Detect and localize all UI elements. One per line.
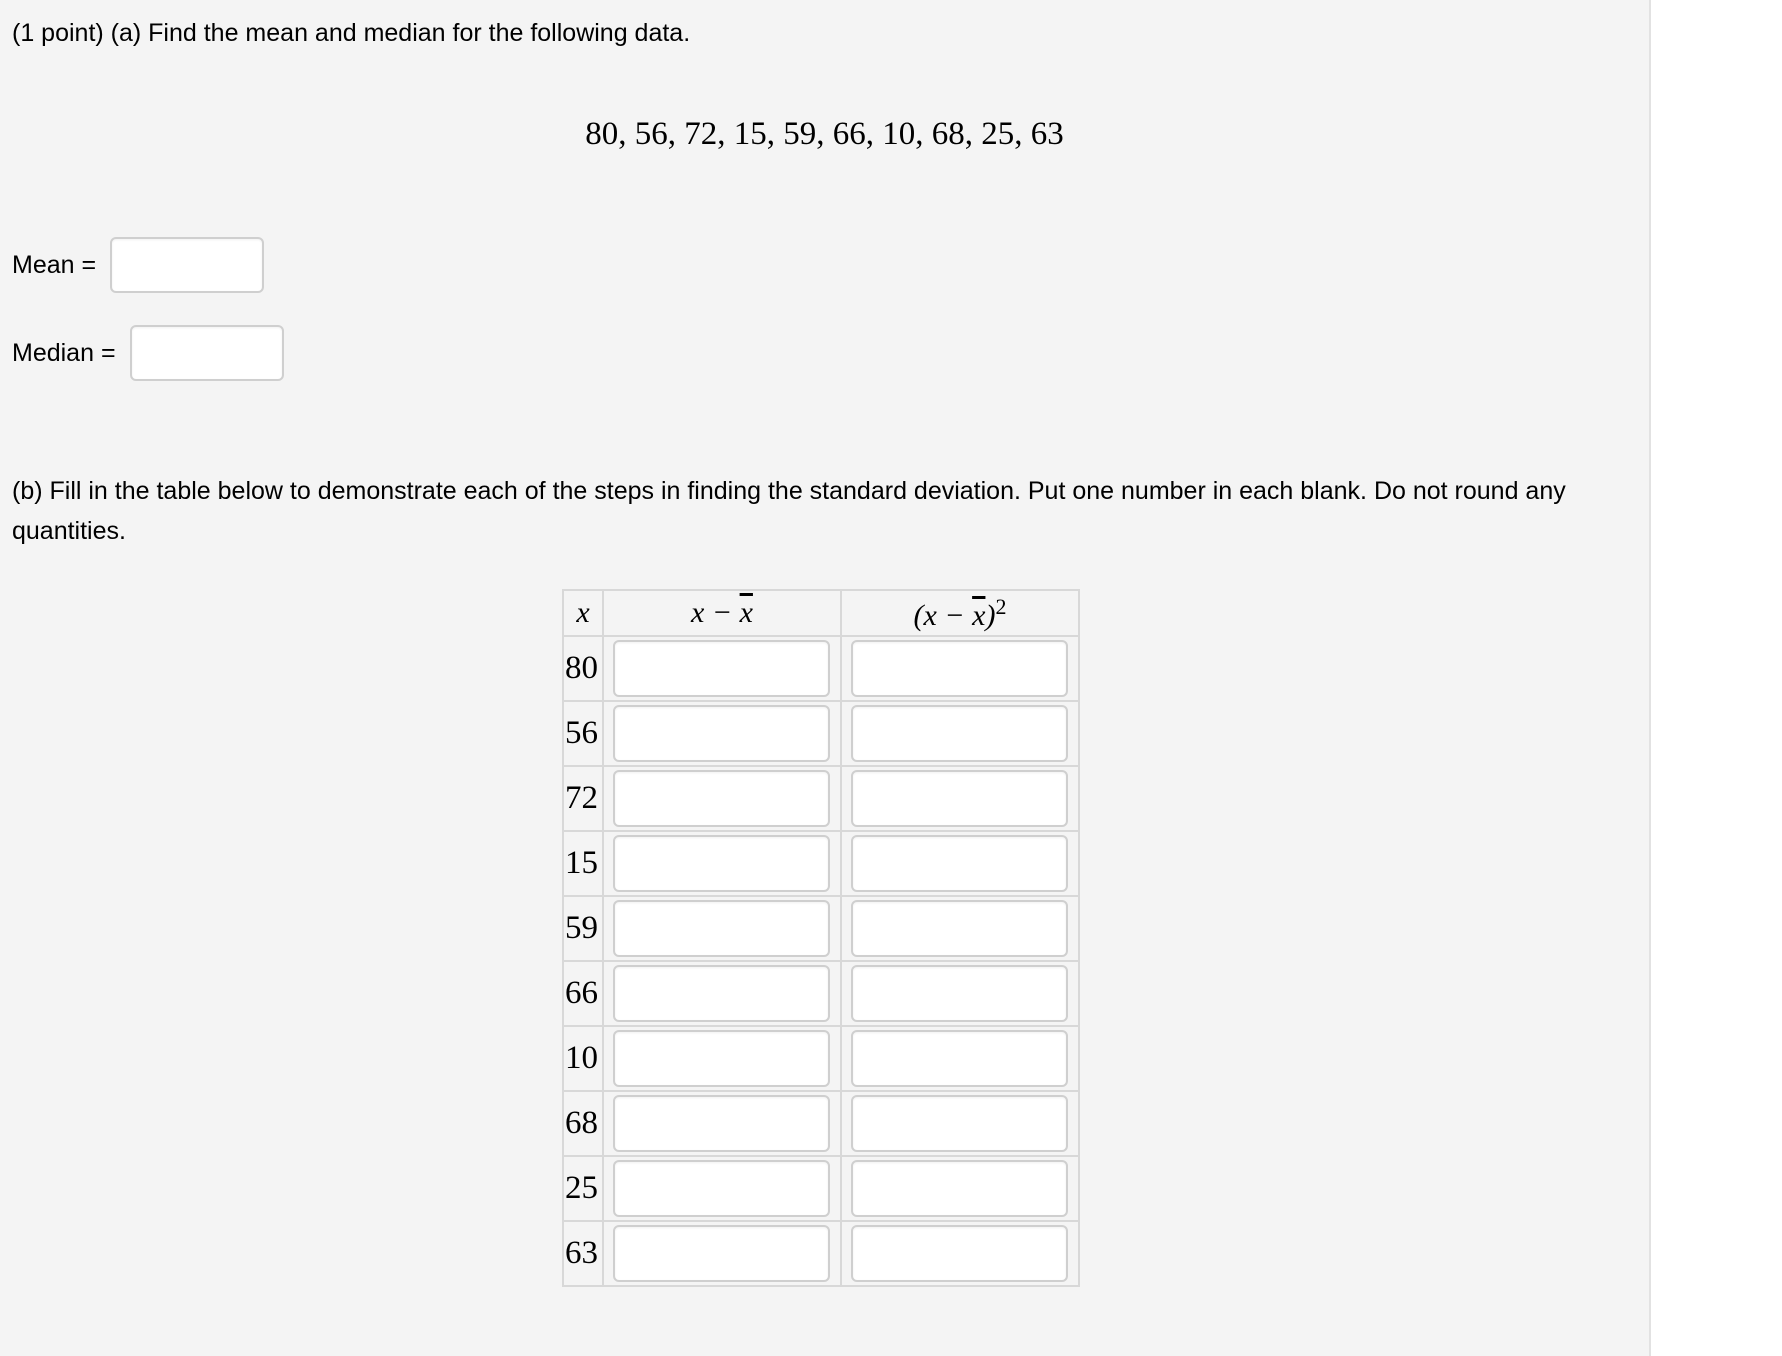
median-row: [12, 325, 284, 381]
x-value: 68: [563, 1091, 603, 1156]
std-dev-table: [562, 589, 1080, 1287]
table-row: [563, 1091, 1079, 1156]
squared-deviation-input[interactable]: [851, 640, 1068, 697]
x-value: 56: [563, 701, 603, 766]
deviation-input[interactable]: [613, 965, 830, 1022]
header-deviation: $x - \overline{x}$: [603, 590, 841, 636]
header-x: x: [563, 590, 603, 636]
mean-row: [12, 237, 264, 293]
table-row: [563, 701, 1079, 766]
table-row: [563, 831, 1079, 896]
table-row: [563, 636, 1079, 701]
x-value: 25: [563, 1156, 603, 1221]
mean-input[interactable]: [110, 237, 264, 293]
table-row: [563, 1026, 1079, 1091]
x-value: 63: [563, 1221, 603, 1286]
x-value: 59: [563, 896, 603, 961]
x-value: 66: [563, 961, 603, 1026]
problem-intro: (1 point) (a) Find the mean and median for the following data.: [12, 19, 691, 47]
dataset-values: 80, 56, 72, 15, 59, 66, 10, 68, 25, 63: [585, 116, 1064, 152]
deviation-input[interactable]: [613, 900, 830, 957]
table-row: [563, 766, 1079, 831]
table-row: [563, 1221, 1079, 1286]
table-row: [563, 1156, 1079, 1221]
squared-deviation-input[interactable]: [851, 705, 1068, 762]
part-b-instructions: (b) Fill in the table below to demonstrate each of the steps in finding the standard deviation. Put one number in each blank. Do not round any quantities.: [12, 477, 1566, 545]
deviation-input[interactable]: [613, 1095, 830, 1152]
deviation-input[interactable]: [613, 770, 830, 827]
squared-deviation-input[interactable]: [851, 965, 1068, 1022]
median-input[interactable]: [130, 325, 284, 381]
table-row: [563, 896, 1079, 961]
deviation-input[interactable]: [613, 835, 830, 892]
deviation-input[interactable]: [613, 640, 830, 697]
deviation-input[interactable]: [613, 1030, 830, 1087]
deviation-input[interactable]: [613, 1160, 830, 1217]
squared-deviation-input[interactable]: [851, 1225, 1068, 1282]
squared-deviation-input[interactable]: [851, 1030, 1068, 1087]
x-value: 72: [563, 766, 603, 831]
deviation-input[interactable]: [613, 1225, 830, 1282]
x-value: 15: [563, 831, 603, 896]
squared-deviation-input[interactable]: [851, 1160, 1068, 1217]
squared-deviation-input[interactable]: [851, 900, 1068, 957]
table-row: [563, 961, 1079, 1026]
deviation-input[interactable]: [613, 705, 830, 762]
median-label: Median =: [12, 338, 116, 367]
x-value: 80: [563, 636, 603, 701]
x-value: 10: [563, 1026, 603, 1091]
header-squared-deviation: $(x - \overline{x})^2$: [841, 590, 1079, 636]
squared-deviation-input[interactable]: [851, 1095, 1068, 1152]
squared-deviation-input[interactable]: [851, 835, 1068, 892]
mean-label: Mean =: [12, 250, 97, 279]
table-header-row: [563, 590, 1079, 636]
squared-deviation-input[interactable]: [851, 770, 1068, 827]
